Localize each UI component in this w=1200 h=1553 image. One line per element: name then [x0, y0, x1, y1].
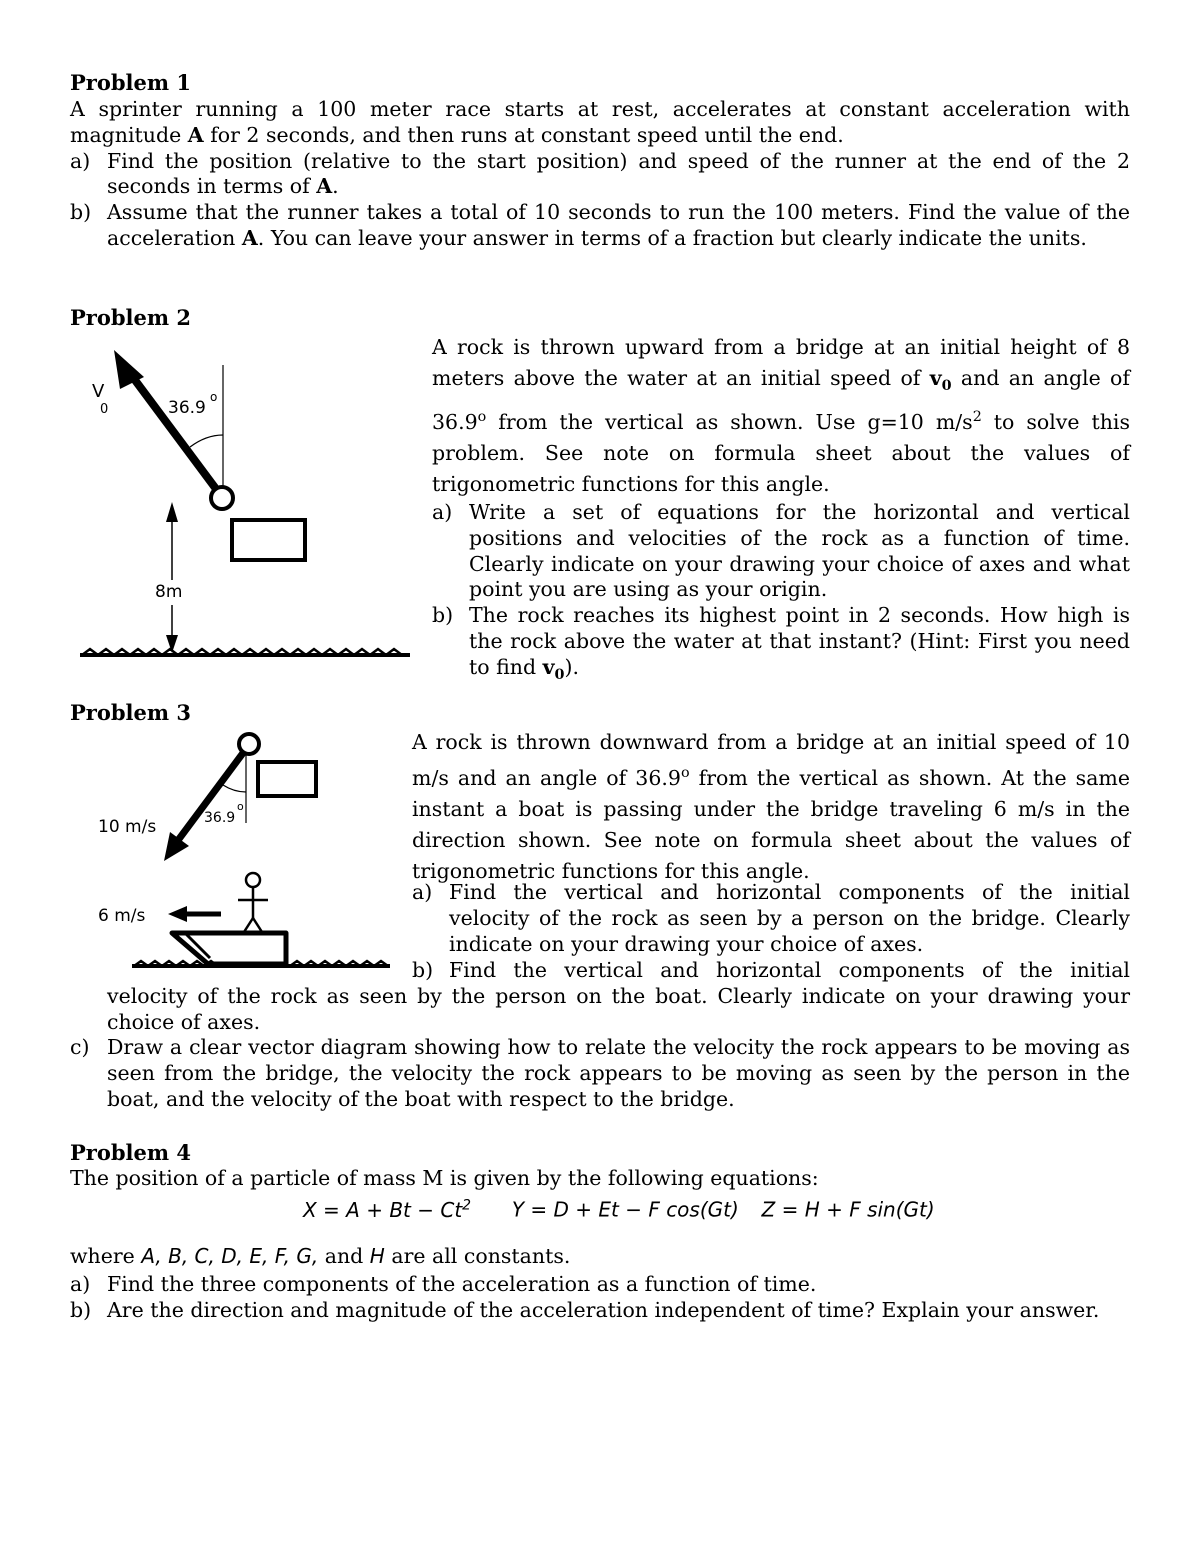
angle-label: 36.9 [204, 810, 236, 826]
problem-3-title: Problem 3 [70, 700, 192, 725]
person-leg-left [244, 918, 253, 932]
rock [211, 487, 233, 509]
problem-1-part-a: a) Find the position (relative to the start position) and speed of the runner at the end of the 2 seconds in terms of A. [70, 148, 1130, 199]
problem-3-part-a: a) Find the vertical and horizontal components of the initial velocity of the rock as seen by a person on the bridge. Clearly indicate on your drawing your choice of axes. [412, 880, 1130, 956]
rock-velocity-arrow-shaft [176, 753, 243, 843]
angle-label: 36.9 [168, 398, 206, 418]
angle-degree: o [210, 390, 218, 404]
bridge [232, 520, 305, 560]
problem-3-part-a-wrap [412, 880, 1130, 957]
problem-2-body [432, 332, 1130, 689]
problem-4-intro: The position of a particle of mass M is given by the following equations: [70, 1166, 819, 1190]
v0-label: V [92, 381, 105, 402]
problem-3-part-c: c) Draw a clear vector diagram showing how to relate the velocity the rock appears to be moving as seen from the bridge, the velocity the rock appears to be moving as seen by the person in the boat, and the velocity of the boat with respect to the bridge. [70, 1035, 1130, 1111]
boat-speed-label: 6 m/s [98, 906, 146, 926]
problem-4-part-a: a) Find the three components of the acceleration as a function of time. [70, 1272, 817, 1296]
person-head [246, 873, 260, 887]
boat-velocity-arrowhead [168, 906, 187, 922]
problem-3-parts-bc [70, 958, 1130, 1113]
rock [239, 734, 259, 754]
problem-3-part-b: b) Find the vertical and horizontal components of the initial velocity of the rock as seen by the person on the boat. Clearly indicate on your drawing your choice of axes. [107, 958, 1130, 1034]
problem-4-parts [70, 1272, 1130, 1324]
angle-arc [190, 435, 223, 447]
height-label: 8m [155, 582, 183, 602]
bridge [258, 762, 316, 796]
problem-2-part-a: a) Write a set of equations for the horizontal and vertical positions and velocities of the rock as a function of time. Clearly indicate on your drawing your choice of axes and what point you are using as your origin. [432, 499, 1130, 602]
problem-3-intro: A rock is thrown downward from a bridge at an initial speed of 10 m/s and an angle of 36.9$^o$ from the vertical as shown. At the same instant a boat is passing under the bridge traveling 6 m/s in the direction shown. See note on formula sheet about the values of trigonometric functions for this angle. [412, 730, 1130, 883]
problem-1-title: Problem 1 [70, 70, 192, 95]
problem-4-part-b: b) Are the direction and magnitude of the acceleration independent of time? Explain your answer. [70, 1297, 1100, 1322]
problem-2-figure [60, 335, 430, 665]
angle-arc [223, 785, 246, 792]
velocity-arrow-shaft [126, 368, 222, 497]
person-leg-right [253, 918, 262, 932]
problem-4-equations [303, 1197, 935, 1222]
problem-2-intro: A rock is thrown upward from a bridge at an initial height of 8 meters above the water at an initial speed of $v_0$ and an angle of 36.9$^o$ from the vertical as shown. Use g=10 $m/s^2$ to solve this problem. See note on formula sheet about the values of trigonometric functions for this angle. [432, 335, 1130, 496]
problem-4-where: where A, B, C, D, E, F, G, and H are all constants. [70, 1244, 571, 1268]
v0-subscript: 0 [100, 402, 109, 417]
problem-2-part-b: b) The rock reaches its highest point in 2 seconds. How high is the rock above the water at that instant? (Hint: First you need to find $v_0$). [432, 603, 1130, 683]
problem-2-title: Problem 2 [70, 305, 192, 330]
problem-4-title: Problem 4 [70, 1140, 192, 1165]
equation-x: $X = A + Bt - Ct^2$ [303, 1197, 472, 1222]
equation-y: Y = D + Et − F cos(Gt) [511, 1197, 739, 1222]
equation-z: Z = H + F sin(Gt) [761, 1197, 935, 1222]
rock-speed-label: 10 m/s [98, 817, 157, 837]
height-arrowhead-up [166, 502, 178, 522]
problem-3-figure [90, 728, 410, 978]
water-waves [82, 649, 402, 655]
problem-1-body [70, 97, 1130, 252]
problem-1-intro: A sprinter running a 100 meter race starts at rest, accelerates at constant acceleration with magnitude A for 2 seconds, and then runs at constant speed until the end. [70, 97, 1130, 147]
angle-degree: o [237, 800, 244, 813]
problem-1-part-b: b) Assume that the runner takes a total of 10 seconds to run the 100 meters. Find the value of the acceleration A. You can leave your answer in terms of a fraction but clearly indicate the units. [70, 200, 1130, 250]
problem-2-parts [432, 500, 1130, 689]
